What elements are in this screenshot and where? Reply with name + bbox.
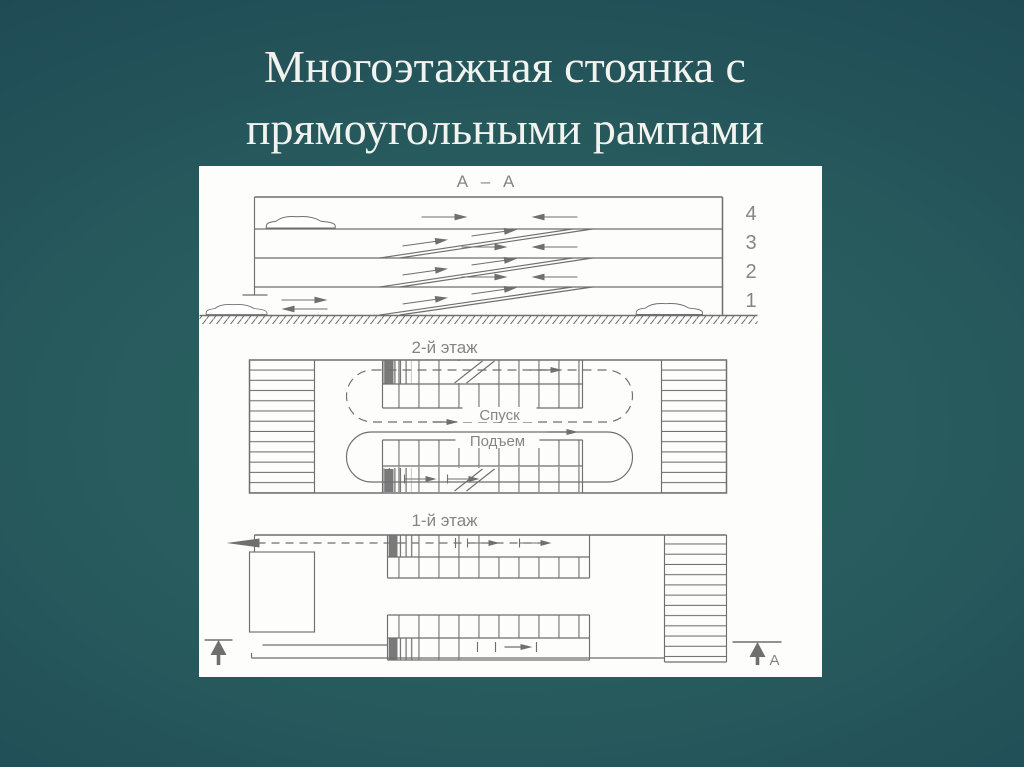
floor1-stall-block-bottom [388, 615, 590, 660]
floor1-plan-title: 1-й этаж [411, 511, 478, 530]
ground-hatch [200, 316, 758, 324]
left-parking-band [250, 552, 315, 632]
slide-title [60, 36, 950, 160]
floor1-stall-block-top [388, 535, 590, 578]
floor1-plan-drawing [205, 511, 782, 669]
section-marker-letter: A [769, 652, 780, 669]
car-icon [206, 304, 267, 314]
floor-label-1: 1 [745, 290, 757, 312]
section-marker-right [733, 642, 782, 669]
section-marker-left [205, 640, 233, 665]
slide-title-line1: Многоэтажная стоянка с [264, 41, 746, 92]
floor-slab-lines [255, 229, 723, 287]
floor2-plan-drawing [250, 338, 727, 493]
route-arrow [567, 429, 579, 435]
building-outline [255, 197, 723, 315]
left-parking-band [250, 360, 315, 493]
floor-label-2: 2 [745, 261, 757, 283]
lane-arrow [521, 644, 533, 650]
floor-label-3: 3 [745, 232, 757, 254]
ascent-label: Подъем [469, 433, 526, 450]
parking-diagram-panel [199, 166, 822, 677]
floor-number-labels [746, 203, 757, 312]
slide-title-line2: прямоугольными рампами [245, 103, 765, 154]
floor-label-4: 4 [745, 203, 757, 225]
route-arrow [447, 419, 459, 425]
right-parking-band [665, 535, 727, 662]
section-view-drawing [200, 172, 758, 324]
right-parking-band [662, 360, 727, 493]
parking-diagram [199, 166, 822, 677]
floor2-plan-title: 2-й этаж [411, 338, 478, 357]
car-icon [266, 217, 335, 228]
exit-arrow [227, 539, 260, 548]
center-stall-block-top [383, 360, 583, 408]
section-view-label: А – А [456, 172, 519, 191]
car-icon [636, 304, 702, 315]
descent-label: Спуск [479, 407, 520, 424]
ramp-lines [380, 229, 593, 315]
building-left-wall [243, 197, 268, 295]
